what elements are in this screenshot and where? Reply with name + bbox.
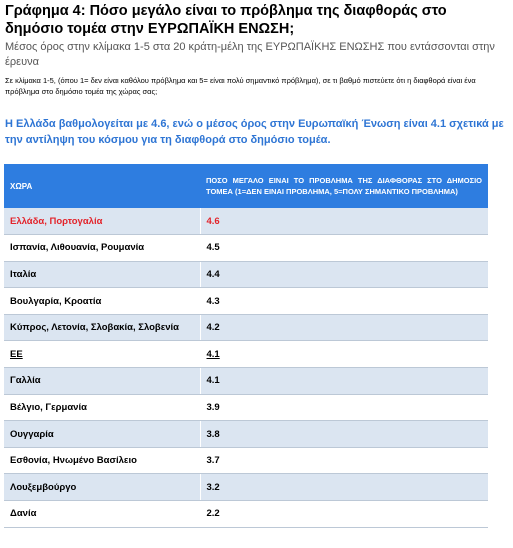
country-cell: Γαλλία <box>4 368 200 395</box>
score-cell: 3.2 <box>200 474 488 501</box>
results-table <box>4 164 488 528</box>
score-cell: 3.7 <box>200 447 488 474</box>
highlight-note: Η Ελλάδα βαθμολογείται με 4.6, ενώ ο μέσος όρος στην Ευρωπαϊκή Ένωση είναι 4.1 σχετικά με την αντίληψη του κόσμου για τη διαφθορά στο δημόσιο τομέα. <box>5 118 504 146</box>
score-cell: 4.5 <box>200 235 488 262</box>
score-cell: 4.1 <box>200 341 488 368</box>
table-row <box>4 368 488 395</box>
header-score: ΠΟΣΟ ΜΕΓΑΛΟ ΕΙΝΑΙ ΤΟ ΠΡΟΒΛΗΜΑ ΤΗΣ ΔΙΑΦΘΟΡΑΣ ΣΤΟ ΔΗΜΟΣΙΟ ΤΟΜΕΑ (1=ΔΕΝ ΕΙΝΑΙ ΠΡΟΒΛΗΜΑ, 5=ΠΟΛΥ ΣΗΜΑΝΤΙΚΟ ΠΡΟΒΛΗΜΑ) <box>200 164 488 208</box>
table-header-row <box>4 164 488 208</box>
table-row <box>4 208 488 235</box>
subtitle: Μέσος όρος στην κλίμακα 1-5 στα 20 κράτη-μέλη της ΕΥΡΩΠΑΪΚΗΣ ΕΝΩΣΗΣ που εντάσσονται στην έρευνα <box>5 41 495 68</box>
table-row <box>4 261 488 288</box>
table-row <box>4 447 488 474</box>
country-cell: Ελλάδα, Πορτογαλία <box>4 208 200 235</box>
table-row <box>4 421 488 448</box>
country-cell: Δανία <box>4 501 200 528</box>
country-cell: Κύπρος, Λετονία, Σλοβακία, Σλοβενία <box>4 314 200 341</box>
score-cell: 4.4 <box>200 261 488 288</box>
country-cell: Εσθονία, Ηνωμένο Βασίλειο <box>4 447 200 474</box>
table-row <box>4 341 488 368</box>
table-row <box>4 501 488 528</box>
country-cell: Ιταλία <box>4 261 200 288</box>
table-row <box>4 474 488 501</box>
score-cell: 4.3 <box>200 288 488 315</box>
country-cell: Λουξεμβούργο <box>4 474 200 501</box>
table-row <box>4 235 488 262</box>
country-cell: Ισπανία, Λιθουανία, Ρουμανία <box>4 235 200 262</box>
score-cell: 3.8 <box>200 421 488 448</box>
table-row <box>4 314 488 341</box>
page-title: Γράφημα 4: Πόσο μεγάλο είναι το πρόβλημα της διαφθοράς στο δημόσιο τομέα στην ΕΥΡΩΠΑΪΚΗ ΕΝΩΣΗ; <box>5 3 447 37</box>
table-row <box>4 288 488 315</box>
table-row <box>4 394 488 421</box>
country-cell: Ουγγαρία <box>4 421 200 448</box>
country-cell: ΕΕ <box>4 341 200 368</box>
score-cell: 2.2 <box>200 501 488 528</box>
score-cell: 4.1 <box>200 368 488 395</box>
country-cell: Βέλγιο, Γερμανία <box>4 394 200 421</box>
header-country: ΧΩΡΑ <box>4 164 200 208</box>
survey-question: Σε κλίμακα 1-5, (όπου 1= δεν είναι καθόλου πρόβλημα και 5= είναι πολύ σημαντικό πρόβλημα), σε τι βαθμό πιστεύετε ότι η διαφθορά είναι ένα πρόβλημα στο δημόσιο τομέα της χώρας σας; <box>5 76 476 96</box>
score-cell: 3.9 <box>200 394 488 421</box>
score-cell: 4.6 <box>200 208 488 235</box>
score-cell: 4.2 <box>200 314 488 341</box>
country-cell: Βουλγαρία, Κροατία <box>4 288 200 315</box>
